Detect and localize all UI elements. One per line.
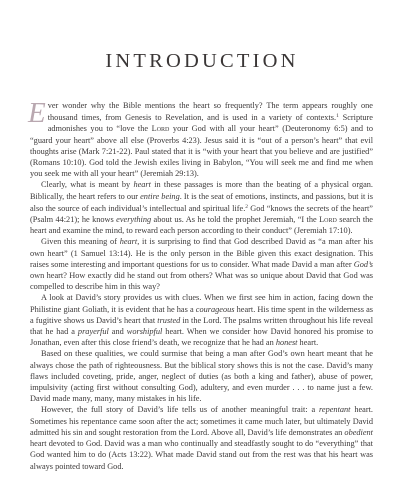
body-text (28, 97, 374, 472)
paragraph-1: Ever wonder why the Bible mentions the heart so frequently? The term appears roughly one thousand times, from Genesis to Revelation, and is used in a variety of contexts.$^1$ Scripture admonishes you to “love the Lord your God with all your heart” (Deuteronomy 6:5) and to “guard your heart” above all else (Proverbs 4:23). Jesus said it is “out of a person’s heart” that evil thoughts arise (Mark 7:21-22). Paul stated that it is “with your heart that you believe and are justified” (Romans 10:10). God told the Jewish exiles living in Babylon, “You will seek me and find me when you seek me with all your heart” (Jeremiah 29:13). (28, 97, 373, 179)
footnote-marker: 2 (245, 203, 249, 210)
footnote-marker: 1 (336, 113, 339, 120)
paragraph-5: Based on these qualities, we could surmise that being a man after God’s own heart meant that he always chose the path of righteousness. But the biblical story shows this is not the case. David’s many flaws included coveting, pride, anger, neglect of duties (as both a king and father), abuse of power, impulsivity (acting first without consulting God), adultery, and even murder . . . to name just a few. David made many, many, many mistakes in his life. (30, 349, 373, 404)
paragraph-6: However, the full story of David’s life tells us of another meaningful trait: a repentant heart. Sometimes his repentance came soon after the act; sometimes it came much later, but ultimately David admitted his sin and sought restoration from the Lord. Above all, David’s life demonstrates an obedient heart devoted to God. David was a man who continually and steadfastly sought to do “everything” that God wanted him to do (Acts 13:22). What made David stand out from the rest was that his heart was always pointed toward God. (30, 405, 373, 471)
paragraph-3: Given this meaning of heart, it is surprising to find that God described David as “a man after his own heart” (1 Samuel 13:14). He is the only person in the Bible given this exact designation. This raises some interesting and important questions for us to consider. What made David a man after God’s own heart? How exactly did he stand out from others? What was so unique about David that God was compelled to describe him in this way? (30, 237, 374, 292)
paragraph-2: Clearly, what is meant by heart in these passages is more than the beating of a physical organ. Biblically, the heart refers to our entire being. It is the seat of emotions, instincts, and passions, but it is also the source of each individual’s intellectual and spiritual life.$^2$ God “knows the secrets of the heart” (Psalm 44:21); he knows everything about us. As he told the prophet Jeremiah, “I the Lord search the heart and examine the mind, to reward each person according to their conduct” (Jeremiah 17:10). (30, 180, 374, 236)
drop-cap: E (28, 97, 46, 129)
paragraph-4: A look at David’s story provides us with clues. When we first see him in action, facing down the Philistine giant Goliath, it is evident that he has a courageous heart. His time spent in the wilderness as a fugitive shows us David’s heart that trusted in the Lord. The psalms written throughout his life reveal that he had a prayerful and worshipful heart. When we consider how David honored his promise to Jonathan, even after this close friend’s death, we recognize that he had an honest heart. (30, 293, 373, 348)
page-title: INTRODUCTION (105, 50, 299, 72)
